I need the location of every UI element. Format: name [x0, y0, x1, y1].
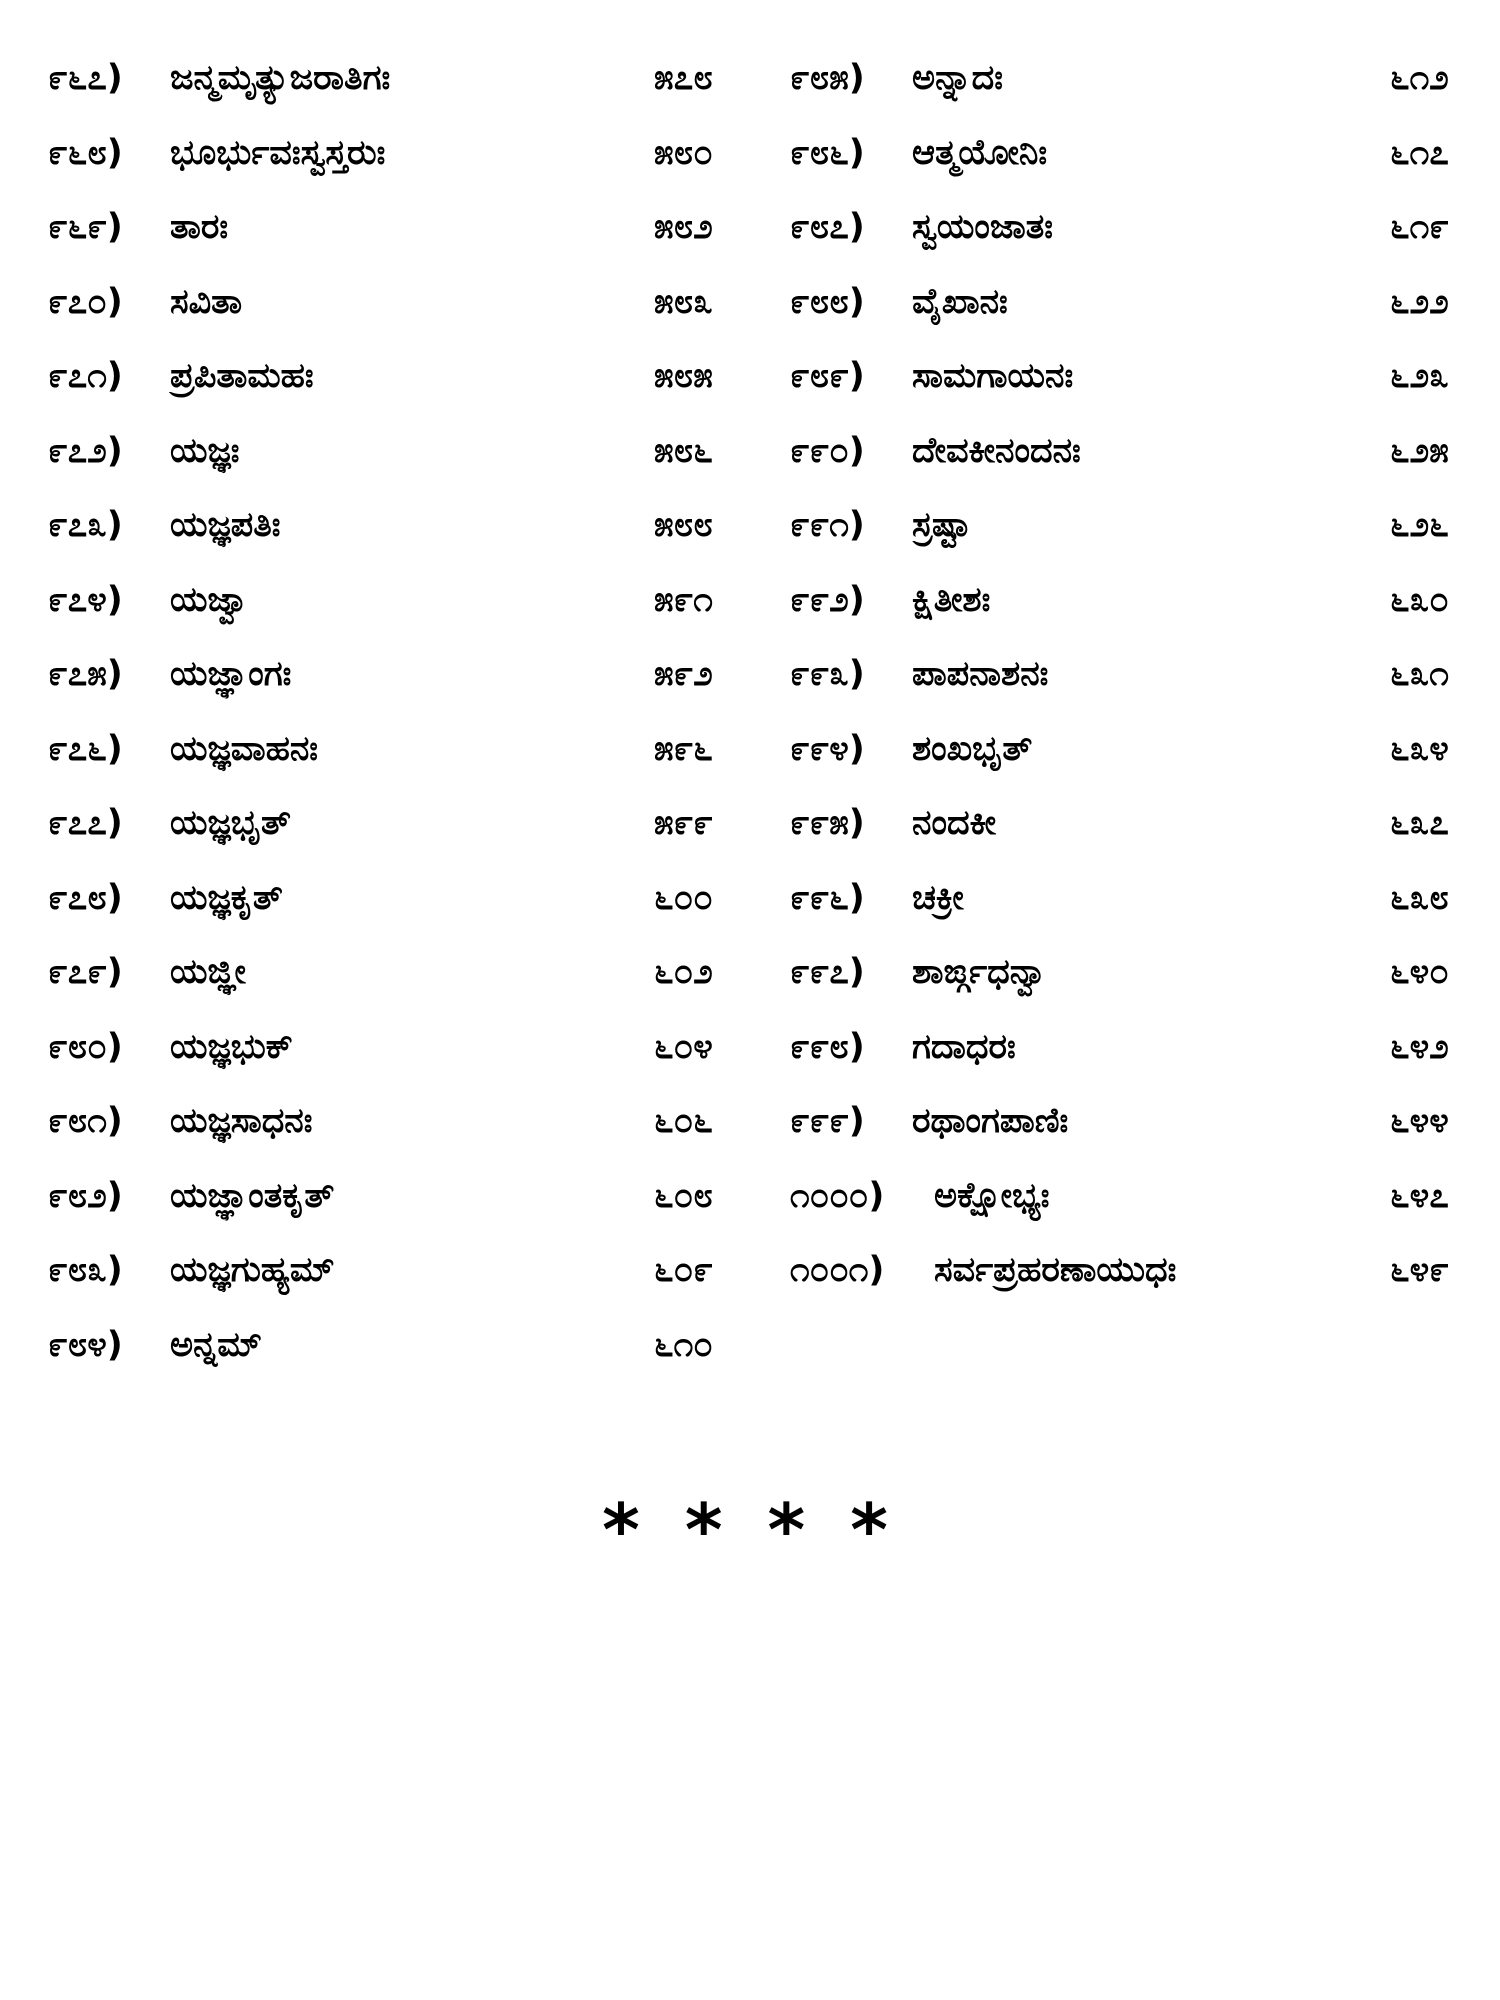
index-entry	[790, 1017, 1460, 1092]
entry-number: ೯೯೩)	[790, 654, 865, 694]
entry-page-number: ೬೧೯	[1390, 207, 1449, 247]
entry-number: ೯೬೭)	[48, 58, 123, 98]
entry-number: ೯೯೦)	[790, 430, 865, 471]
entry-number: ೯೯೪)	[790, 728, 865, 769]
index-entry	[790, 123, 1460, 198]
entry-number: ೯೯೬)	[790, 877, 865, 918]
entry-name: ಯಜ್ಞಃ	[170, 430, 240, 471]
entry-page-number: ೬೪೦	[1390, 952, 1449, 992]
index-entry	[790, 1166, 1460, 1241]
entry-number: ೧೦೦೦)	[790, 1175, 885, 1216]
entry-number: ೯೯೭)	[790, 952, 865, 992]
entry-page-number: ೬೨೨	[1390, 281, 1449, 322]
entry-page-number: ೬೦೬	[654, 1101, 713, 1141]
index-entry	[790, 868, 1460, 943]
entry-number: ೯೮೮)	[790, 281, 865, 322]
entry-number: ೯೮೭)	[790, 207, 865, 247]
entry-name: ಜನ್ಮಮೃತ್ಯುಜರಾತಿಗಃ	[170, 58, 391, 98]
entry-name: ಯಜ್ಞೀ	[170, 952, 246, 992]
entry-page-number: ೬೦೦	[654, 877, 713, 918]
entry-name: ತಾರಃ	[170, 207, 229, 247]
entry-name: ಗದಾಧರಃ	[912, 1026, 1016, 1067]
index-entry	[48, 1240, 728, 1315]
entry-name: ಯಜ್ಞಪತಿಃ	[170, 505, 281, 545]
entry-name: ಅನ್ನಾದಃ	[912, 58, 1003, 98]
entry-name: ಶಂಖಭೃತ್	[912, 728, 1033, 769]
entry-page-number: ೬೩೮	[1390, 877, 1449, 918]
entry-name: ಯಜ್ಞಭುಕ್	[170, 1026, 293, 1067]
entry-number: ೯೮೧)	[48, 1101, 123, 1141]
index-entry	[48, 48, 728, 123]
entry-page-number: ೬೪೭	[1390, 1175, 1449, 1216]
entry-page-number: ೬೨೬	[1390, 505, 1449, 545]
entry-number: ೯೭೦)	[48, 281, 123, 322]
entry-page-number: ೬೦೯	[654, 1250, 713, 1290]
entry-name: ಯಜ್ಞವಾಹನಃ	[170, 728, 319, 769]
entry-name: ಕ್ಷಿತೀಶಃ	[912, 579, 991, 620]
index-entry	[790, 48, 1460, 123]
index-entry	[48, 197, 728, 272]
index-entry	[790, 1240, 1460, 1315]
index-entry	[790, 1091, 1460, 1166]
index-entry	[48, 793, 728, 868]
entry-name: ಆತ್ಮಯೋನಿಃ	[912, 132, 1048, 173]
entry-name: ಯಜ್ವಾ	[170, 579, 250, 620]
entry-number: ೯೮೩)	[48, 1250, 123, 1290]
index-entry	[48, 942, 728, 1017]
entry-page-number: ೬೪೨	[1390, 1026, 1449, 1067]
entry-number: ೯೭೬)	[48, 728, 123, 769]
entry-page-number: ೬೧೦	[654, 1324, 713, 1365]
index-entry	[48, 868, 728, 943]
entry-name: ಅನ್ನಮ್	[170, 1324, 262, 1365]
entry-number: ೯೯೧)	[790, 505, 865, 545]
entry-name: ಯಜ್ಞಕೃತ್	[170, 877, 283, 918]
entry-name: ಅಕ್ಷೋಭ್ಯಃ	[934, 1175, 1050, 1216]
index-entry	[48, 1166, 728, 1241]
entry-name: ಸಾಮಗಾಯನಃ	[912, 356, 1074, 396]
entry-name: ಸವಿತಾ	[170, 281, 243, 322]
entry-name: ರಥಾಂಗಪಾಣಿಃ	[912, 1101, 1069, 1141]
entry-number: ೯೭೧)	[48, 356, 123, 396]
entry-name: ವೈಖಾನಃ	[912, 281, 1008, 322]
entry-number: ೯೮೦)	[48, 1026, 123, 1067]
entry-number: ೯೮೫)	[790, 58, 865, 98]
index-entry	[790, 197, 1460, 272]
entry-name: ಶಾರ್ಙ್ಗಧನ್ವಾ	[912, 952, 1048, 992]
entry-number: ೯೭೪)	[48, 579, 123, 620]
entry-number: ೯೬೯)	[48, 207, 123, 247]
entry-page-number: ೬೨೫	[1390, 430, 1449, 471]
entry-name: ಭೂರ್ಭುವಃಸ್ವಸ್ತರುಃ	[170, 132, 386, 173]
entry-page-number: ೫೮೫	[654, 356, 713, 396]
entry-name: ಯಜ್ಞಾಂತಕೃತ್	[170, 1175, 335, 1216]
entry-page-number: ೬೩೦	[1390, 579, 1449, 620]
index-entry	[48, 421, 728, 496]
index-entry	[790, 942, 1460, 1017]
entry-name: ಚಕ್ರೀ	[912, 877, 964, 918]
index-entry	[790, 346, 1460, 421]
index-entry	[48, 719, 728, 794]
entry-page-number: ೫೮೨	[654, 207, 713, 247]
entry-name: ಯಜ್ಞಭೃತ್	[170, 803, 291, 843]
entry-page-number: ೫೮೮	[654, 505, 713, 545]
index-entry	[790, 570, 1460, 645]
index-entry	[790, 421, 1460, 496]
entry-number: ೯೯೮)	[790, 1026, 865, 1067]
entry-page-number: ೫೯೬	[654, 728, 713, 769]
entry-page-number: ೫೯೧	[654, 579, 713, 620]
index-entry	[48, 346, 728, 421]
entry-page-number: ೬೧೭	[1390, 132, 1449, 173]
index-entry	[48, 495, 728, 570]
entry-name: ದೇವಕೀನಂದನಃ	[912, 430, 1081, 471]
entry-number: ೯೭೮)	[48, 877, 123, 918]
entry-page-number: ೫೮೬	[654, 430, 713, 471]
entry-number: ೯೯೯)	[790, 1101, 865, 1141]
index-entry	[48, 1315, 728, 1390]
entry-page-number: ೬೩೭	[1390, 803, 1449, 843]
index-entry	[48, 272, 728, 347]
entry-page-number: ೬೦೪	[654, 1026, 713, 1067]
entry-page-number: ೬೧೨	[1390, 58, 1449, 98]
section-separator: * * * *	[602, 1488, 898, 1572]
entry-name: ಸ್ರಷ್ಟಾ	[912, 505, 971, 545]
index-entry	[48, 123, 728, 198]
entry-page-number: ೫೯೨	[654, 654, 713, 694]
entry-number: ೯೮೯)	[790, 356, 865, 396]
entry-number: ೧೦೦೧)	[790, 1250, 885, 1290]
entry-name: ಯಜ್ಞಸಾಧನಃ	[170, 1101, 313, 1141]
entry-name: ಸ್ವಯಂಜಾತಃ	[912, 207, 1053, 247]
right-index-column	[790, 48, 1460, 1315]
entry-name: ಪ್ರಪಿತಾಮಹಃ	[170, 356, 314, 396]
index-entry	[790, 495, 1460, 570]
entry-number: ೯೮೪)	[48, 1324, 123, 1365]
entry-page-number: ೬೦೨	[654, 952, 713, 992]
entry-page-number: ೫೮೦	[654, 132, 713, 173]
index-entry	[48, 644, 728, 719]
index-entry	[790, 644, 1460, 719]
entry-page-number: ೫೮೩	[654, 281, 713, 322]
entry-page-number: ೫೭೮	[654, 58, 713, 98]
entry-number: ೯೮೨)	[48, 1175, 123, 1216]
entry-number: ೯೯೨)	[790, 579, 865, 620]
index-entry	[48, 1017, 728, 1092]
entry-name: ಯಜ್ಞಗುಹ್ಯಮ್	[170, 1250, 335, 1290]
index-entry	[790, 719, 1460, 794]
entry-number: ೯೬೮)	[48, 132, 123, 173]
entry-name: ಪಾಪನಾಶನಃ	[912, 654, 1049, 694]
left-index-column	[48, 48, 728, 1389]
entry-number: ೯೭೭)	[48, 803, 123, 843]
entry-name: ಯಜ್ಞಾಂಗಃ	[170, 654, 292, 694]
entry-page-number: ೬೩೧	[1390, 654, 1449, 694]
entry-page-number: ೬೨೩	[1390, 356, 1449, 396]
entry-name: ನಂದಕೀ	[912, 803, 997, 843]
index-entry	[48, 570, 728, 645]
entry-number: ೯೭೫)	[48, 654, 123, 694]
index-entry	[790, 793, 1460, 868]
entry-number: ೯೮೬)	[790, 132, 865, 173]
index-entry	[790, 272, 1460, 347]
index-entry	[48, 1091, 728, 1166]
entry-number: ೯೯೫)	[790, 803, 865, 843]
entry-number: ೯೭೨)	[48, 430, 123, 471]
entry-number: ೯೭೩)	[48, 505, 123, 545]
entry-number: ೯೭೯)	[48, 952, 123, 992]
entry-page-number: ೬೦೮	[654, 1175, 713, 1216]
entry-page-number: ೫೯೯	[654, 803, 713, 843]
entry-page-number: ೬೩೪	[1390, 728, 1449, 769]
entry-page-number: ೬೪೪	[1390, 1101, 1449, 1141]
entry-name: ಸರ್ವಪ್ರಹರಣಾಯುಧಃ	[934, 1250, 1177, 1290]
entry-page-number: ೬೪೯	[1390, 1250, 1449, 1290]
